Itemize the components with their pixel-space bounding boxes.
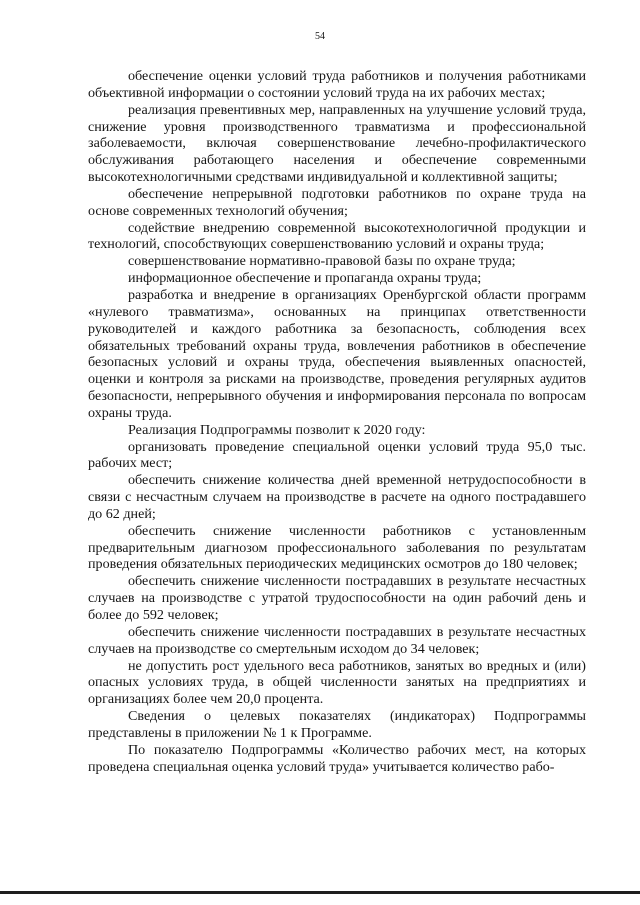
paragraph: обеспечить снижение численности работников с установленным предварительным диагнозом профессионального заболевания по результатам проведения обязательных периодических медицинских осмотров до 180 человек; bbox=[88, 522, 586, 573]
paragraph: По показателю Подпрограммы «Количество рабочих мест, на которых проведена специальная оценка условий труда» учитывается количество рабо- bbox=[88, 741, 586, 775]
paragraph: информационное обеспечение и пропаганда охраны труда; bbox=[128, 270, 482, 287]
paragraph: обеспечение непрерывной подготовки работников по охране труда на основе современных технологий обучения; bbox=[88, 185, 586, 219]
paragraph: обеспечить снижение численности пострадавших в результате несчастных случаев на производстве со смертельным исходом до 34 человек; bbox=[88, 623, 586, 657]
paragraph: совершенствование нормативно-правовой базы по охране труда; bbox=[128, 253, 516, 270]
paragraph: не допустить рост удельного веса работников, занятых во вредных и (или) опасных условиях труда, в общей численности занятых на предприятиях и организациях более чем 20,0 процента. bbox=[88, 657, 586, 708]
paragraph: обеспечение оценки условий труда работников и получения работниками объективной информации о состоянии условий труда на их рабочих местах; bbox=[88, 68, 586, 101]
paragraph: реализация превентивных мер, направленных на улучшение условий труда, снижение уровня производственного травматизма и профессиональной заболеваемости, включая совершенствование лечебно-профилактического обслуживания работающего населения и обеспечение современными высокотехнологичными средствами индивидуальной и коллективной защиты; bbox=[88, 101, 586, 186]
bottom-rule bbox=[0, 891, 640, 894]
document-body bbox=[88, 68, 586, 775]
paragraph: разработка и внедрение в организациях Оренбургской области программ «нулевого травматизма», основанных на принципах ответственности руководителей и каждого работника за безопасность, соблюдения всех обязательных требований охраны труда, вовлечения работников в обеспечение безопасных условий и охраны труда, обеспечения выявленных опасностей, оценки и контроля за рисками на производстве, проведения регулярных аудитов безопасности, непрерывного обучения и информирования персонала по вопросам охраны труда. bbox=[88, 286, 586, 421]
page-number: 54 bbox=[315, 31, 325, 42]
paragraph: обеспечить снижение численности пострадавших в результате несчастных случаев на производстве с утратой трудоспособности на один рабочий день и более до 592 человек; bbox=[88, 573, 586, 623]
paragraph: обеспечить снижение количества дней временной нетрудоспособности в связи с несчастным случаем на производстве в расчете на одного пострадавшего до 62 дней; bbox=[88, 472, 586, 522]
paragraph: организовать проведение специальной оценки условий труда 95,0 тыс. рабочих мест; bbox=[88, 438, 586, 472]
paragraph: Сведения о целевых показателях (индикаторах) Подпрограммы представлены в приложении № 1 к Программе. bbox=[88, 708, 586, 741]
paragraph: Реализация Подпрограммы позволит к 2020 году: bbox=[128, 421, 426, 438]
paragraph: содействие внедрению современной высокотехнологичной продукции и технологий, способствующих совершенствованию условий и охраны труда; bbox=[88, 219, 586, 253]
